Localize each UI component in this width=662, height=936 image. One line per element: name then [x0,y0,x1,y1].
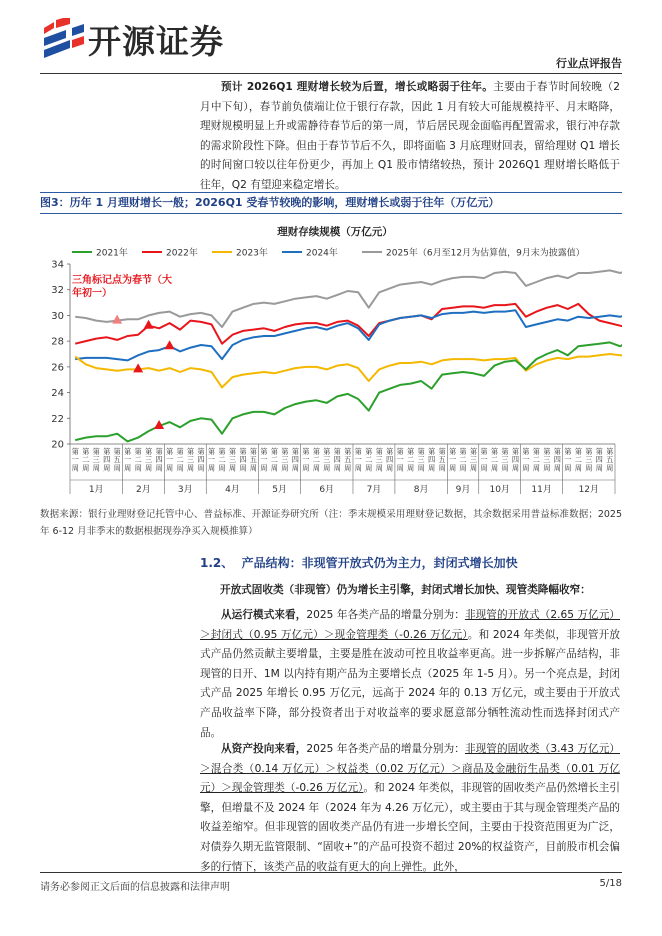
week-label-char: 二 [532,455,540,465]
paragraph-asset-allocation [200,740,620,877]
week-label-char: 第 [396,447,404,456]
week-label [166,447,173,472]
spring-festival-marker [165,340,175,349]
week-label-char: 周 [585,463,593,473]
week-label-char: 第 [365,447,373,456]
week-label-char: 第 [71,447,79,456]
week-label-char: 周 [490,463,499,473]
week-label-char: 二 [176,455,184,465]
week-label-char: 周 [260,463,268,473]
week-label-char: 第 [302,447,310,456]
week-label-char: 一 [480,455,488,465]
y-tick-label: 26 [51,362,64,374]
week-label-char: 周 [553,463,561,473]
week-label-char: 五 [606,455,614,465]
week-label-char: 第 [375,447,383,456]
week-label-char: 三 [323,455,331,465]
week-label-char: 四 [239,455,247,465]
legend-label: 2023年 [236,248,268,259]
y-tick-label: 22 [51,413,64,425]
week-label-char: 周 [207,463,216,473]
week-label-char: 周 [291,463,299,473]
week-label-char: 周 [574,463,582,473]
figure-title: 图3：历年 1 月理财增长一般；2026Q1 受春节较晚的影响，理财增长或弱于往年（万亿元） [40,192,622,214]
week-label [72,447,79,472]
week-label-char: 周 [249,463,258,473]
week-label-char: 周 [417,463,425,473]
week-label-char: 周 [113,463,121,473]
chart-annotation: 三角标记点为春节（大 [72,275,172,286]
week-label-char: 第 [469,447,478,456]
week-label-char: 周 [480,463,488,473]
chart-annotation-line2: 年初一） [72,288,112,299]
page-number: 5/18 [599,878,622,889]
spring-festival-marker [112,315,122,324]
week-label [564,447,571,472]
week-label [376,447,383,472]
para2-lead: 从资产投向来看， [221,743,307,755]
week-label [302,447,309,472]
week-label-char: 第 [103,447,111,456]
week-label-char: 周 [595,463,603,473]
month-label: 2月 [135,485,151,495]
week-label-char: 周 [281,463,289,473]
week-label [365,447,372,472]
week-label-char: 第 [113,447,121,456]
week-label-char: 周 [165,463,174,473]
week-label-char: 二 [407,455,415,465]
week-label-char: 第 [176,447,184,456]
intro-paragraph [200,78,620,196]
week-label-char: 周 [124,463,132,473]
week-label-char: 三 [92,455,100,465]
week-label-char: 周 [92,463,100,473]
week-label-char: 第 [595,447,603,456]
week-label-char: 第 [333,447,341,456]
week-label-char: 二 [82,455,90,465]
page-header [0,0,662,76]
week-label [355,447,362,472]
chart-axes [51,260,615,496]
para1-lead: 从运行模式来看， [221,609,307,621]
month-label: 10月 [489,485,510,495]
week-label [459,447,466,472]
para1-a: 2025 年各类产品的增量分别为： [306,609,465,621]
week-label-char: 第 [585,447,593,456]
intro-lead: 预计 2026Q1 理财增长较为后置，增长或略弱于往年。 [221,81,494,93]
chart-title: 理财存续规模（万亿元） [277,226,393,238]
week-label [470,447,477,472]
week-label-char: 四 [155,455,163,465]
week-label-char: 第 [574,447,582,456]
month-label: 12月 [578,485,600,495]
week-label-char: 四 [291,455,299,465]
report-type: 行业点评报告 [556,57,622,70]
week-label-char: 第 [354,447,362,456]
data-source-note: 数据来源：银行业理财登记托管中心、普益标准、开源证券研究所（注：季末规模采用理财登记数据，其余数据采用普益标准数据；2025 年 6-12 月非季末的数据根据现券净买入规模推算） [40,509,622,537]
chart-legend [72,247,585,259]
week-label-char: 第 [511,447,520,456]
week-label-char: 二 [459,455,467,465]
week-label [512,447,519,472]
legend-label: 2022年 [166,248,198,259]
week-label-char: 四 [386,455,394,465]
week-label [334,447,341,472]
month-label: 7月 [366,485,382,495]
week-label-char: 二 [490,455,499,465]
week-label-char: 三 [228,455,237,465]
week-label-char: 一 [207,455,216,465]
y-tick-label: 32 [51,285,64,297]
week-label-char: 一 [396,455,404,465]
y-tick-label: 24 [51,388,64,400]
section-title-text: 产品结构：非现管开放式仍为主力，封闭式增长加快 [241,556,518,570]
week-label-char: 第 [218,447,226,456]
week-label-char: 五 [344,455,352,465]
week-label-char: 第 [427,447,436,456]
week-label-char: 周 [239,463,247,473]
week-label-char: 四 [553,455,561,465]
week-label-char: 周 [459,463,467,473]
week-label-char: 三 [145,455,153,465]
week-label-char: 第 [228,447,237,456]
para1-b: 。和 2024 年类似，非现管开放式产品仍然贡献主要增量，主要是胜在波动可控且收益率更高。进一步拆解产品结构，非现管的日开、1M 以内持有期产品为主要增长点（2025 年 1-5 月）。另一个亮点是，封闭式产品 2025 年增长 0.95 万亿元，远高于 2024 年的 0.13 万亿元，或主要由于开放式产品收益率下降，部分投资者出于对收益率的要求愿意部分牺牲流动性而选择封闭式产品。 [200,628,620,739]
week-label-char: 第 [501,447,509,456]
week-label-char: 二 [574,455,582,465]
series-line [75,304,622,355]
week-label-char: 五 [113,455,121,465]
week-label [103,447,110,472]
week-label-char: 二 [312,455,320,465]
week-label-char: 第 [448,447,457,456]
week-label-char: 第 [438,447,446,456]
para1-underlined: 非现管的开放式（2.65 万亿元）＞封闭式（0.95 万亿元）＞现金管理类（-0.26 万亿元） [200,609,620,641]
y-tick-label: 20 [51,439,64,451]
month-label: 6月 [319,485,335,495]
week-label-char: 周 [386,463,394,473]
week-label [428,447,435,472]
week-label-char: 一 [564,455,572,465]
week-label [501,447,508,472]
week-label-char: 三 [469,455,478,465]
week-label [313,447,320,472]
week-label [135,447,142,472]
week-label-char: 第 [386,447,394,456]
week-label-char: 三 [186,455,195,465]
week-label [197,447,204,472]
week-label-char: 第 [323,447,331,456]
week-label [533,447,540,472]
week-label-char: 周 [344,463,352,473]
week-label-char: 周 [438,463,446,473]
week-label-char: 第 [82,447,90,456]
week-label [522,447,529,472]
week-label-char: 一 [71,455,79,465]
week-label-char: 三 [585,455,593,465]
week-label-char: 第 [145,447,153,456]
week-label-char: 周 [176,463,184,473]
legend-label: 2025年（6月至12月为估算值，9月末为披露值） [386,248,585,259]
month-label: 3月 [177,485,193,495]
week-label-char: 第 [564,447,572,456]
week-label-char: 四 [197,455,205,465]
week-label-char: 第 [417,447,425,456]
week-label [82,447,89,472]
week-label [155,447,162,472]
subsection-title: 开放式固收类（非现管）仍为增长主引擎，封闭式增长加快、现管类降幅收窄： [220,584,591,596]
week-label-char: 周 [312,463,320,473]
week-label-char: 一 [448,455,457,465]
week-label-char: 周 [469,463,478,473]
week-label-char: 第 [207,447,216,456]
para2-a: 2025 年各类产品的增量分别为： [306,743,465,755]
week-label-char: 第 [239,447,247,456]
week-label-char: 周 [511,463,520,473]
legend-label: 2024年 [306,248,338,259]
week-label-char: 周 [427,463,436,473]
week-label-char: 周 [134,463,142,473]
week-label-char: 第 [522,447,530,456]
week-label [491,447,498,472]
header-divider [40,73,622,74]
week-label [438,447,445,472]
week-label [292,447,299,472]
week-label-char: 一 [165,455,174,465]
week-label-char: 周 [522,463,530,473]
y-tick-label: 30 [51,310,64,322]
week-label-char: 四 [511,455,520,465]
week-label-char: 周 [532,463,540,473]
week-label-char: 五 [249,455,258,465]
week-label [596,447,603,472]
week-label [229,447,236,472]
month-label: 5月 [272,485,287,495]
week-label-char: 周 [543,463,551,473]
week-label-char: 周 [145,463,153,473]
week-label-char: 四 [333,455,341,465]
week-label-char: 二 [218,455,226,465]
week-label-char: 一 [260,455,268,465]
company-name: 开源证券 [88,22,224,61]
week-label-char: 第 [407,447,415,456]
week-label-char: 第 [344,447,352,456]
week-label [187,447,194,472]
week-label-char: 第 [186,447,195,456]
legend-label: 2021年 [96,248,128,259]
week-label-char: 一 [124,455,132,465]
week-label-char: 第 [92,447,100,456]
week-label-char: 第 [249,447,258,456]
week-label [176,447,183,472]
week-label-char: 周 [501,463,509,473]
week-label-char: 三 [543,455,551,465]
week-label-char: 四 [103,455,111,465]
week-label [344,447,351,472]
week-label-char: 周 [228,463,237,473]
week-label [386,447,393,472]
week-label-char: 一 [354,455,362,465]
week-label-char: 周 [82,463,90,473]
week-label [585,447,592,472]
week-label-char: 周 [396,463,404,473]
paragraph-operation-mode [200,606,620,743]
week-label [93,447,100,472]
week-label-char: 第 [270,447,278,456]
week-label-char: 周 [448,463,457,473]
week-label-char: 第 [260,447,268,456]
week-label [208,447,215,472]
week-label-char: 周 [564,463,572,473]
section-number: 1.2、 [200,556,234,570]
week-label [271,447,278,472]
series-line [75,310,622,360]
week-label-char: 四 [595,455,603,465]
week-label-char: 五 [438,455,446,465]
month-label: 8月 [413,485,429,495]
week-label [449,447,456,472]
week-label-char: 周 [333,463,341,473]
week-label-char: 第 [291,447,299,456]
week-label-char: 二 [270,455,278,465]
week-label-char: 第 [480,447,488,456]
spring-festival-marker [133,363,143,372]
footer-divider [40,872,622,873]
week-label-char: 第 [197,447,205,456]
week-label-char: 二 [365,455,373,465]
week-label [218,447,225,472]
y-tick-label: 28 [51,336,64,348]
week-label-char: 三 [375,455,383,465]
week-label-char: 周 [186,463,195,473]
week-label-char: 周 [365,463,373,473]
wealth-management-chart [40,216,622,501]
week-label [407,447,414,472]
week-label [397,447,404,472]
week-label [606,447,613,472]
week-label-char: 周 [354,463,362,473]
week-label-char: 第 [543,447,551,456]
week-label [114,447,121,472]
week-label [239,447,246,472]
month-label: 1月 [88,485,104,495]
week-label-char: 周 [323,463,331,473]
week-label-char: 第 [553,447,561,456]
week-label-char: 第 [312,447,320,456]
week-label [418,447,425,472]
month-label: 11月 [531,485,552,495]
week-label-char: 第 [165,447,174,456]
week-label-char: 周 [218,463,226,473]
week-label [260,447,267,472]
chart-series [75,268,622,442]
week-label-char: 第 [532,447,540,456]
week-label-char: 周 [155,463,163,473]
para2-underlined: 非现管的固收类（3.43 万亿元）＞混合类（0.14 万亿元）＞权益类（0.02 万亿元）＞商品及金融衍生品类（0.01 万亿元）＞现金管理类（-0.26 万亿元） [200,743,620,795]
para2-b: 。和 2024 年类似，非现管的固收类产品仍然增长主引擎，但增量不及 2024 年（2024 年为 4.26 万亿元），或主要由于其与现金管理类产品的收益差缩窄。但非现管的固收类产品仍有进一步增长空间，主要由于投资范围更为广泛，对债券久期无监管限制、“固收+”的产品可投资不超过 20%的权益资产，目前股市机会偏多的行情下，该类产品的收益有更大的向上弹性。此外， [200,782,620,873]
week-label-char: 三 [501,455,509,465]
footer-disclaimer: 请务必参阅正文后面的信息披露和法律声明 [40,882,230,893]
spring-festival-marker [144,320,154,329]
week-label-char: 周 [302,463,310,473]
week-label [323,447,330,472]
week-label [543,447,550,472]
week-label-char: 三 [417,455,425,465]
week-label-char: 周 [197,463,205,473]
week-label-char: 周 [71,463,79,473]
week-label-char: 第 [459,447,467,456]
section-title [200,554,518,571]
week-label-char: 四 [427,455,436,465]
month-label: 9月 [455,485,471,495]
week-label [554,447,561,472]
week-label-char: 三 [281,455,289,465]
week-label-char: 周 [270,463,278,473]
week-label-char: 第 [134,447,142,456]
month-label: 4月 [225,485,240,495]
y-tick-label: 34 [51,259,64,271]
spring-festival-markers [112,315,174,429]
week-label-char: 周 [407,463,415,473]
week-label-char: 第 [281,447,289,456]
week-label-char: 第 [155,447,163,456]
week-label-char: 一 [302,455,310,465]
week-label [480,447,487,472]
week-label-char: 第 [490,447,499,456]
week-label [281,447,288,472]
week-label [124,447,131,472]
week-label-char: 周 [103,463,111,473]
week-label [250,447,257,472]
week-label-char: 二 [134,455,142,465]
week-label [145,447,152,472]
week-label-char: 周 [375,463,383,473]
week-label-char: 第 [606,447,614,456]
intro-text: 主要由于春节时间较晚（2 月中下旬），春节前负债端让位于银行存款，因此 1 月有较大可能规模持平、月末略降，理财规模明显上升或需静待春节后的第一周，节后居民现金面临再配置需求，银行冲存款的需求阶段性下降。但由于春节节后不久，即将面临 3 月底理财回表，留给理财 Q1 增长的时间窗口较以往年份更少，再加上 Q1 股市情绪较热，预计 2026Q1 理财增长略低于往年，Q2 有望迎来稳定增长。 [200,81,620,191]
week-label [575,447,582,472]
week-label-char: 周 [606,463,614,473]
week-label-char: 一 [522,455,530,465]
week-label-char: 第 [124,447,132,456]
